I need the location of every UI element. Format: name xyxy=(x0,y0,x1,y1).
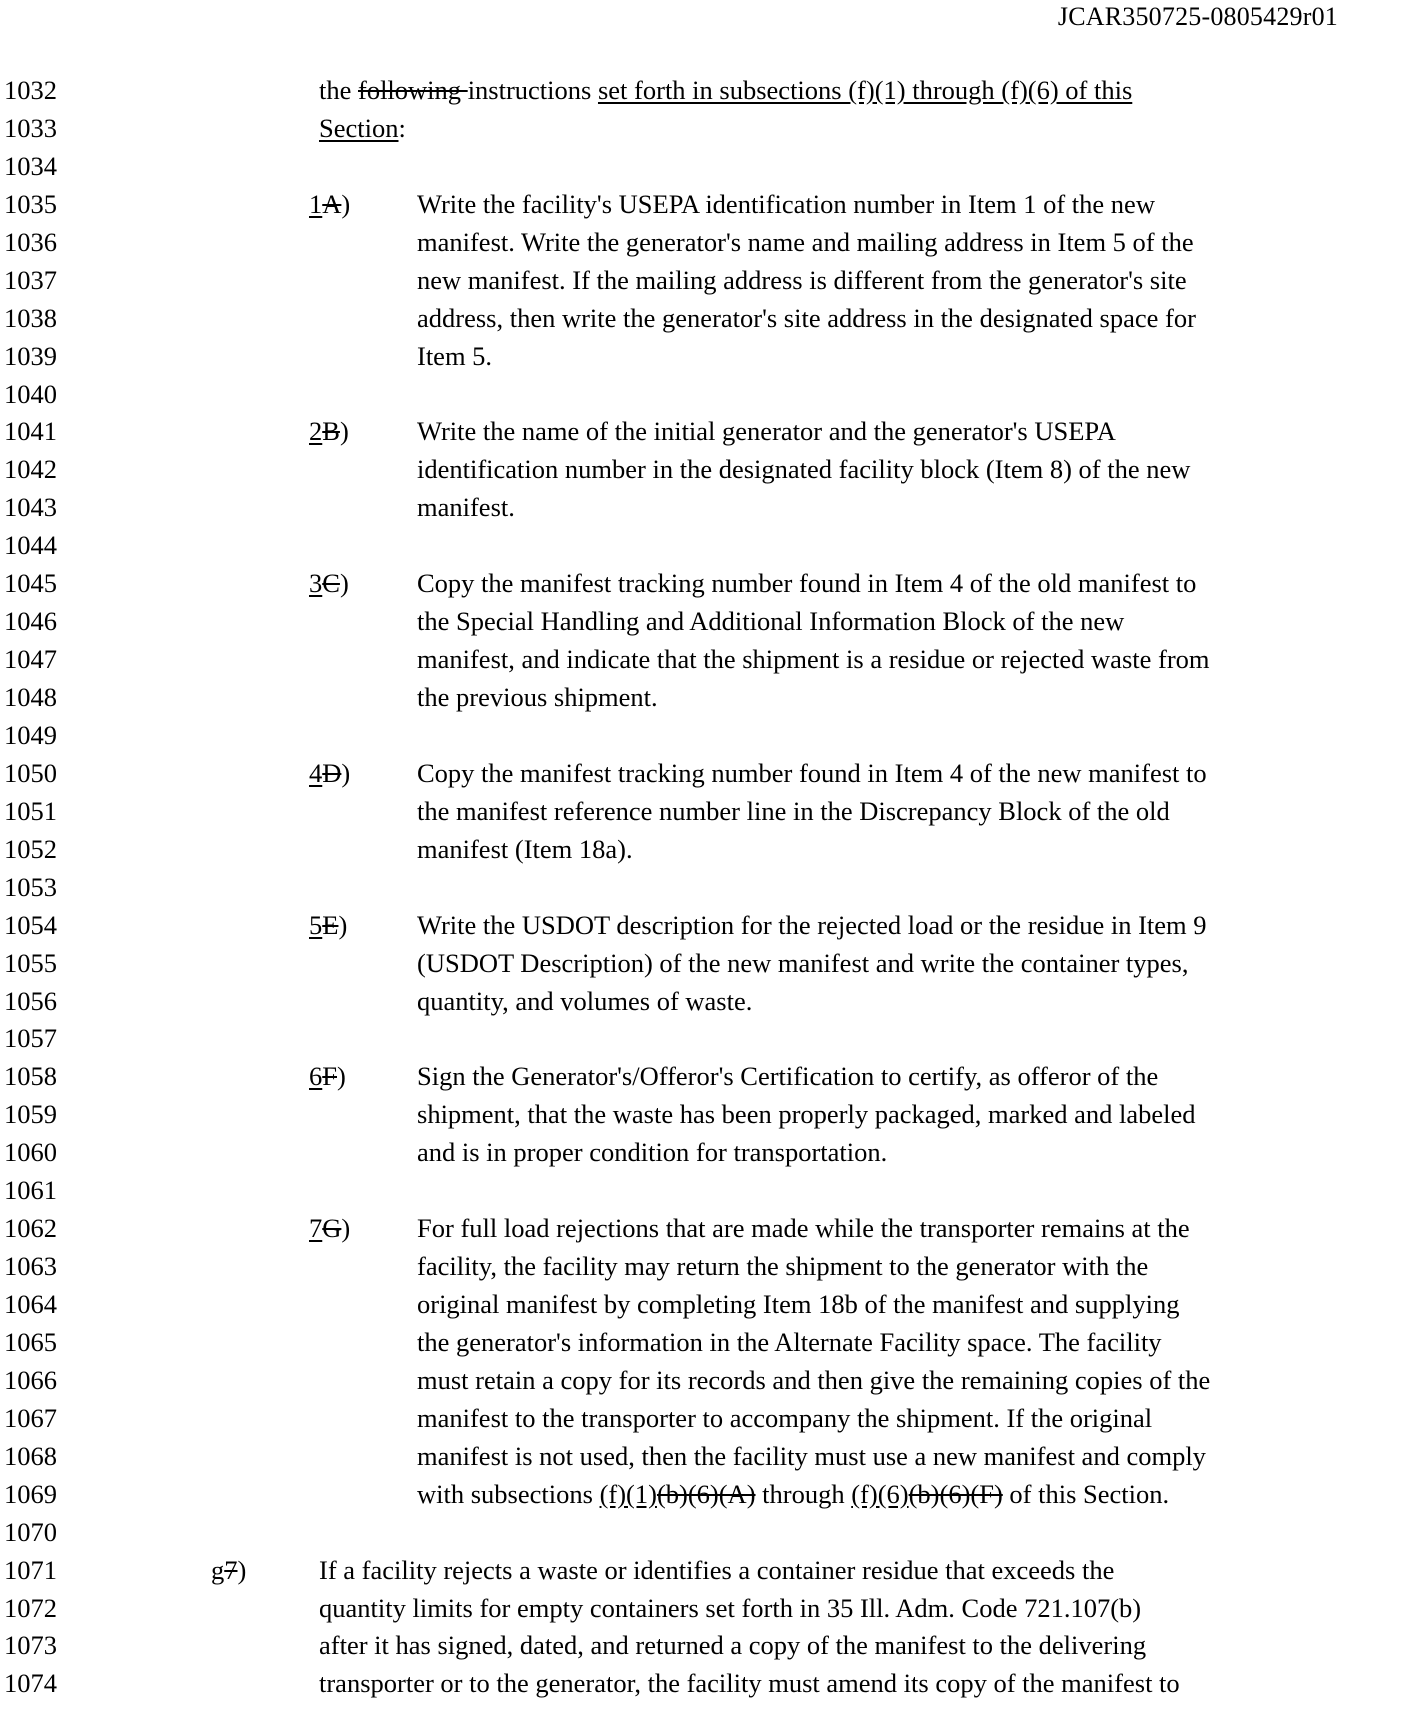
subsection-label xyxy=(309,755,350,793)
document-line xyxy=(0,376,1408,414)
line-number: 1068 xyxy=(4,1440,57,1471)
text-run: ) xyxy=(341,757,351,788)
line-text xyxy=(417,1362,1210,1400)
line-number: 1055 xyxy=(4,947,57,978)
line-number: 1047 xyxy=(4,644,57,675)
text-run: new manifest. If the mailing address is different from the generator's site xyxy=(417,264,1187,295)
line-text xyxy=(417,755,1207,793)
document-line xyxy=(0,1590,1408,1628)
line-text xyxy=(417,565,1196,603)
deleted-text: following xyxy=(358,75,468,105)
text-run: Write the name of the initial generator and the generator's USEPA xyxy=(417,416,1116,447)
document-line xyxy=(0,983,1408,1021)
document-line xyxy=(0,300,1408,338)
document-line xyxy=(0,641,1408,679)
line-number: 1072 xyxy=(4,1592,57,1623)
inserted-text: (f)(6) xyxy=(851,1478,909,1509)
line-number: 1051 xyxy=(4,795,57,826)
subsection-label xyxy=(211,1552,246,1590)
deleted-text: G xyxy=(322,1213,342,1244)
line-text xyxy=(417,300,1196,338)
text-run: of this Section. xyxy=(1002,1478,1170,1509)
document-line xyxy=(0,1665,1408,1703)
line-text xyxy=(417,1134,887,1172)
line-text xyxy=(417,1248,1148,1286)
document-line xyxy=(0,1400,1408,1438)
document-line xyxy=(0,565,1408,603)
line-text xyxy=(417,489,515,527)
line-number: 1032 xyxy=(4,75,57,105)
inserted-text: 1 xyxy=(309,188,323,219)
subsection-label xyxy=(309,907,347,945)
text-run: : xyxy=(398,112,406,143)
text-run: If a facility rejects a waste or identifies a container residue that exceeds the xyxy=(319,1554,1115,1585)
line-number: 1056 xyxy=(4,985,57,1016)
subsection-label xyxy=(309,1210,350,1248)
line-number: 1035 xyxy=(4,188,57,219)
line-text xyxy=(319,1552,1114,1590)
inserted-text: 2 xyxy=(309,416,323,447)
text-run: identification number in the designated facility block (Item 8) of the new xyxy=(417,454,1191,485)
line-text xyxy=(319,110,406,148)
line-text xyxy=(319,1590,1141,1628)
deleted-text: A xyxy=(322,188,342,219)
line-number: 1057 xyxy=(4,1023,57,1054)
line-text xyxy=(417,1476,1169,1514)
subsection-label xyxy=(309,186,350,224)
text-run: manifest, and indicate that the shipment is a residue or rejected waste from xyxy=(417,644,1210,675)
line-number: 1071 xyxy=(4,1554,57,1585)
text-run: Copy the manifest tracking number found in Item 4 of the old manifest to xyxy=(417,568,1197,599)
deleted-text: F xyxy=(322,1061,337,1092)
line-text xyxy=(417,1286,1179,1324)
deleted-text: D xyxy=(322,757,342,788)
document-line xyxy=(0,1286,1408,1324)
line-number: 1062 xyxy=(4,1213,57,1244)
document-line xyxy=(0,831,1408,869)
line-text xyxy=(417,1400,1152,1438)
line-number: 1063 xyxy=(4,1251,57,1282)
text-run: instructions xyxy=(467,75,598,105)
line-number: 1034 xyxy=(4,150,57,181)
text-run: facility, the facility may return the shipment to the generator with the xyxy=(417,1251,1149,1282)
line-text xyxy=(417,1058,1158,1096)
inserted-text: 4 xyxy=(309,757,323,788)
text-run: Sign the Generator's/Offeror's Certification to certify, as offeror of the xyxy=(417,1061,1159,1092)
document-line xyxy=(0,1324,1408,1362)
document-line xyxy=(0,148,1408,186)
line-number: 1073 xyxy=(4,1630,57,1661)
document-line xyxy=(0,1096,1408,1134)
line-text xyxy=(417,945,1188,983)
line-number: 1054 xyxy=(4,909,57,940)
line-number: 1046 xyxy=(4,606,57,637)
line-text xyxy=(417,1096,1196,1134)
deleted-text: E xyxy=(322,909,339,940)
document-line xyxy=(0,338,1408,376)
text-run: the previous shipment. xyxy=(417,682,658,712)
document-line xyxy=(0,1058,1408,1096)
line-number: 1067 xyxy=(4,1402,57,1433)
line-number: 1040 xyxy=(4,378,57,409)
document-line xyxy=(0,224,1408,262)
line-number: 1059 xyxy=(4,1099,57,1130)
line-text xyxy=(417,338,492,376)
line-text xyxy=(417,1438,1206,1476)
line-number: 1036 xyxy=(4,226,57,257)
line-number: 1039 xyxy=(4,340,57,371)
line-number: 1041 xyxy=(4,416,57,447)
text-run: after it has signed, dated, and returned a copy of the manifest to the delivering xyxy=(319,1630,1147,1661)
line-text xyxy=(319,1627,1146,1665)
text-run: original manifest by completing Item 18b of the manifest and supplying xyxy=(417,1289,1180,1319)
line-number: 1045 xyxy=(4,568,57,599)
text-run: For full load rejections that are made while the transporter remains at the xyxy=(417,1213,1190,1244)
line-number: 1058 xyxy=(4,1061,57,1092)
text-run: ) xyxy=(237,1554,247,1585)
line-text xyxy=(417,451,1190,489)
line-number: 1049 xyxy=(4,719,57,750)
text-run: manifest. Write the generator's name and mailing address in Item 5 of the xyxy=(417,226,1194,257)
inserted-text: 5 xyxy=(309,909,323,940)
inserted-text: 3 xyxy=(309,568,323,599)
document-line xyxy=(0,755,1408,793)
subsection-label xyxy=(309,565,349,603)
line-text xyxy=(417,413,1116,451)
document-line xyxy=(0,72,1408,110)
text-run: manifest is not used, then the facility must use a new manifest and comply xyxy=(417,1440,1206,1471)
document-line xyxy=(0,1248,1408,1286)
document-line xyxy=(0,413,1408,451)
line-text xyxy=(417,1210,1190,1248)
inserted-text: (f)(1) xyxy=(599,1478,657,1509)
document-line xyxy=(0,262,1408,300)
line-number: 1038 xyxy=(4,302,57,333)
text-run: ) xyxy=(341,188,351,219)
line-number: 1066 xyxy=(4,1364,57,1395)
line-text xyxy=(417,641,1210,679)
inserted-text: 6 xyxy=(309,1061,323,1092)
line-text xyxy=(417,983,752,1021)
document-line xyxy=(0,1134,1408,1172)
text-run: manifest. xyxy=(417,492,515,523)
text-run: address, then write the generator's site address in the designated space for xyxy=(417,302,1196,333)
line-number: 1044 xyxy=(4,530,57,561)
text-run: the xyxy=(319,75,358,105)
text-run: ) xyxy=(339,568,349,599)
line-number: 1061 xyxy=(4,1175,57,1206)
text-run: quantity, and volumes of waste. xyxy=(417,985,753,1016)
document-line xyxy=(0,1210,1408,1248)
text-run: and is in proper condition for transportation. xyxy=(417,1137,888,1168)
text-run: the Special Handling and Additional Information Block of the new xyxy=(417,606,1125,637)
line-text xyxy=(417,679,658,717)
document-line xyxy=(0,679,1408,717)
document-body xyxy=(0,72,1408,1703)
text-run: Write the USDOT description for the rejected load or the residue in Item 9 xyxy=(417,909,1207,940)
document-line xyxy=(0,1438,1408,1476)
text-run: ) xyxy=(337,1061,346,1092)
deleted-text: B xyxy=(322,416,340,447)
line-text xyxy=(319,72,1132,110)
text-run: quantity limits for empty containers set forth in 35 Ill. Adm. Code 721.107(b) xyxy=(319,1592,1142,1623)
line-text xyxy=(417,1324,1162,1362)
document-line xyxy=(0,603,1408,641)
text-run: with subsections xyxy=(417,1478,600,1509)
line-text xyxy=(417,224,1194,262)
deleted-text: (b)(6)(F) xyxy=(908,1478,1003,1509)
line-number: 1069 xyxy=(4,1478,57,1509)
document-line xyxy=(0,110,1408,148)
inserted-text: set forth in subsections (f)(1) through (f)(6) of this xyxy=(597,75,1133,105)
text-run: Item 5. xyxy=(417,340,493,371)
text-run: Copy the manifest tracking number found in Item 4 of the new manifest to xyxy=(417,757,1207,788)
line-number: 1052 xyxy=(4,833,57,864)
text-run: transporter or to the generator, the facility must amend its copy of the manifest to xyxy=(319,1668,1180,1699)
inserted-text: Section xyxy=(319,112,399,143)
line-text xyxy=(417,831,633,869)
line-number: 1043 xyxy=(4,492,57,523)
line-number: 1033 xyxy=(4,112,57,143)
line-number: 1053 xyxy=(4,871,57,902)
text-run: (USDOT Description) of the new manifest and write the container types, xyxy=(417,947,1189,978)
document-line xyxy=(0,869,1408,907)
text-run: the manifest reference number line in the Discrepancy Block of the old xyxy=(417,795,1170,826)
text-run: shipment, that the waste has been properly packaged, marked and labeled xyxy=(417,1099,1196,1130)
inserted-text: 7 xyxy=(309,1213,323,1244)
document-line xyxy=(0,1514,1408,1552)
line-number: 1064 xyxy=(4,1289,57,1319)
line-text xyxy=(417,603,1124,641)
document-line xyxy=(0,489,1408,527)
inserted-text: g xyxy=(211,1554,225,1585)
line-text xyxy=(417,907,1207,945)
text-run: must retain a copy for its records and then give the remaining copies of the xyxy=(417,1364,1211,1395)
document-line xyxy=(0,186,1408,224)
document-line xyxy=(0,451,1408,489)
document-line xyxy=(0,717,1408,755)
document-line xyxy=(0,1362,1408,1400)
line-text xyxy=(417,262,1187,300)
document-line xyxy=(0,1020,1408,1058)
document-line xyxy=(0,793,1408,831)
line-number: 1042 xyxy=(4,454,57,485)
line-number: 1065 xyxy=(4,1326,57,1357)
text-run: manifest (Item 18a). xyxy=(417,833,633,864)
text-run: manifest to the transporter to accompany the shipment. If the original xyxy=(417,1402,1153,1433)
line-number: 1060 xyxy=(4,1137,57,1168)
text-run: ) xyxy=(338,909,348,940)
text-run: Write the facility's USEPA identification number in Item 1 of the new xyxy=(417,188,1155,219)
document-line xyxy=(0,1172,1408,1210)
line-number: 1048 xyxy=(4,682,57,712)
line-number: 1050 xyxy=(4,757,57,788)
document-id-header: JCAR350725-0805429r01 xyxy=(1057,2,1338,31)
subsection-label xyxy=(309,1058,346,1096)
text-run: ) xyxy=(341,1213,351,1244)
document-line xyxy=(0,1627,1408,1665)
deleted-text: (b)(6)(A) xyxy=(656,1478,756,1509)
document-line xyxy=(0,907,1408,945)
document-line xyxy=(0,1552,1408,1590)
document-line xyxy=(0,527,1408,565)
subsection-label xyxy=(309,413,349,451)
deleted-text: C xyxy=(322,568,340,599)
line-text xyxy=(417,793,1170,831)
line-number: 1037 xyxy=(4,264,57,295)
line-text xyxy=(417,186,1155,224)
line-number: 1070 xyxy=(4,1516,57,1547)
text-run: the generator's information in the Alternate Facility space. The facility xyxy=(417,1326,1162,1357)
line-text xyxy=(319,1665,1180,1703)
document-line xyxy=(0,945,1408,983)
document-line xyxy=(0,1476,1408,1514)
text-run: through xyxy=(755,1478,852,1509)
text-run: ) xyxy=(339,416,349,447)
deleted-text: 7 xyxy=(224,1554,238,1585)
line-number: 1074 xyxy=(4,1668,57,1699)
